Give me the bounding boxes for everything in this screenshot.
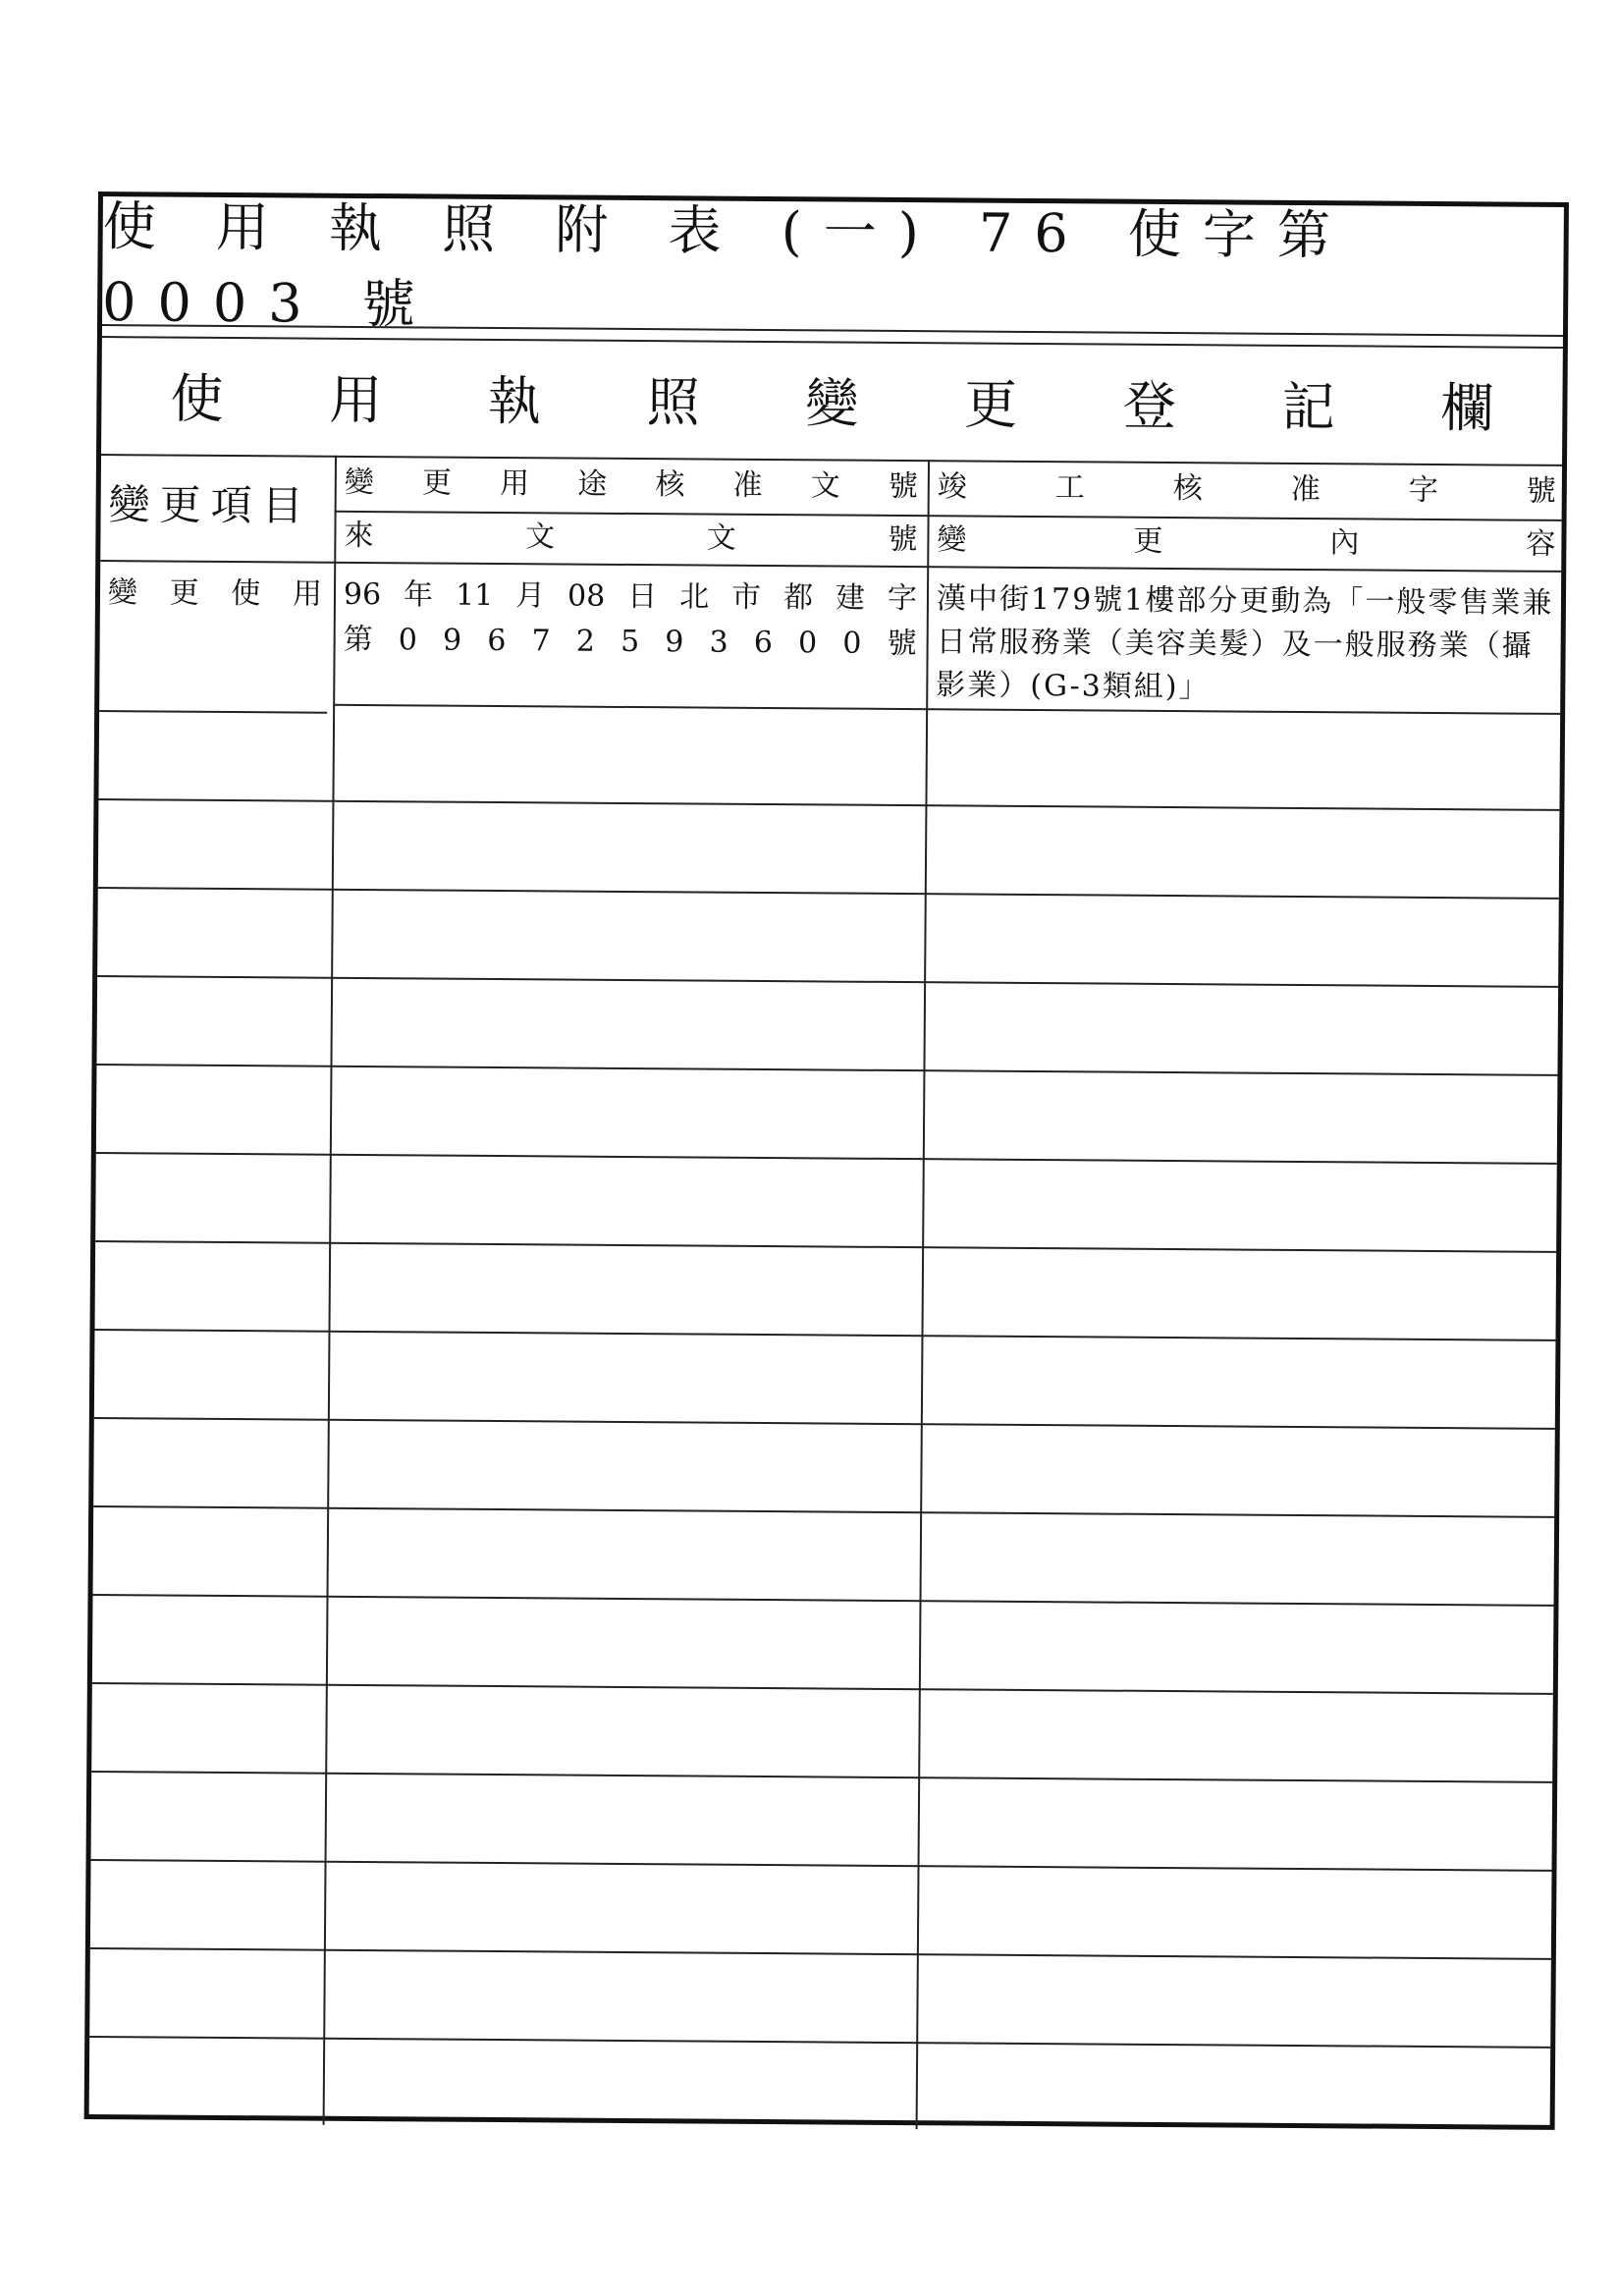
row-doc-char: 市: [730, 579, 762, 615]
section-title-char: 變: [805, 371, 859, 435]
header-char: 容: [1526, 526, 1556, 562]
row-doc-char: 0: [842, 626, 862, 661]
header-char: 竣: [937, 469, 967, 505]
row-doc-char: 北: [679, 579, 710, 615]
header-char: 准: [732, 467, 763, 503]
row-item-char: 用: [292, 576, 323, 612]
row-divider: [97, 975, 1558, 988]
row-doc-char: 建: [835, 580, 866, 616]
row-divider: [96, 1064, 1557, 1076]
header-char: 更: [421, 465, 453, 501]
section-title-char: 記: [1281, 375, 1335, 438]
header-letter-number: [344, 515, 917, 562]
row-doc-char: 08: [566, 578, 606, 614]
row-doc-char: 月: [515, 578, 546, 614]
row-divider: [92, 1682, 1553, 1695]
row-doc-char: 96: [343, 576, 382, 613]
row-divider: [94, 1329, 1555, 1341]
section-title-char: 更: [963, 372, 1018, 436]
row-doc-char: 5: [620, 624, 640, 660]
header-char: 核: [1172, 471, 1203, 507]
row-item-char: 變: [107, 575, 138, 611]
license-table: [84, 191, 1569, 2130]
section-title-char: 用: [328, 368, 383, 431]
row-divider: [90, 1947, 1551, 1960]
row-doc-char: 2: [575, 624, 596, 659]
row-divider: [93, 1505, 1554, 1518]
row-divider: [95, 1240, 1556, 1253]
row-doc-char: 第: [343, 622, 373, 658]
row-doc-char: 6: [753, 625, 774, 661]
section-title-char: 登: [1122, 374, 1177, 437]
row-divider: [89, 2036, 1550, 2049]
row-change-item: [108, 572, 322, 617]
row-divider: [93, 1594, 1554, 1607]
row-divider: [91, 1771, 1552, 1783]
header-char: 文: [706, 520, 736, 556]
row-divider: [98, 887, 1559, 900]
row-divider: [96, 1152, 1557, 1165]
document-title: 使 用 執 照 附 表 (一) 76 使字第 0003 號: [101, 195, 1353, 336]
header-change-content: [937, 519, 1555, 567]
header-char: 核: [655, 467, 685, 503]
row-divider: [94, 1417, 1555, 1430]
header-char: 號: [1526, 473, 1556, 509]
row-doc-char: 號: [887, 626, 917, 662]
header-char: 變: [344, 465, 374, 501]
row-doc-char: 3: [709, 625, 728, 660]
row-doc-char: 都: [782, 580, 814, 616]
row-document-line1: [344, 574, 917, 621]
header-approval-number: [345, 462, 918, 509]
header-char: 工: [1054, 470, 1085, 506]
section-title: [170, 340, 1494, 460]
header-char: 更: [1133, 523, 1163, 559]
row-doc-char: 9: [442, 623, 462, 658]
header-char: 用: [499, 466, 530, 502]
row-doc-char: 9: [665, 625, 684, 660]
section-title-char: 執: [487, 369, 542, 432]
header-completion-number: [938, 465, 1556, 514]
row-doc-char: 7: [531, 624, 551, 659]
row-doc-char: 0: [398, 623, 418, 658]
row-doc-char: 0: [797, 626, 818, 661]
section-title-char: 照: [646, 370, 700, 433]
header-char: 途: [577, 466, 608, 502]
header-char: 字: [1408, 472, 1438, 509]
row-item-char: 使: [231, 576, 261, 612]
header-char: 准: [1290, 471, 1321, 508]
header-char: 文: [524, 519, 556, 555]
header-char: 內: [1329, 525, 1360, 561]
row-doc-char: 11: [455, 577, 494, 613]
header-char: 來: [344, 518, 374, 554]
divider: [99, 710, 327, 714]
header-char: 文: [810, 468, 840, 504]
row-change-content: 漢中街179號1樓部分更動為「一般零售業兼日常服務業（美容美髮）及一般服務業（攝影業）(G-3類組)」: [936, 581, 1554, 705]
section-title-char: 使: [170, 367, 224, 430]
section-title-char: 欄: [1440, 376, 1494, 439]
row-divider: [98, 798, 1559, 811]
row-doc-char: 6: [487, 623, 507, 659]
row-document-line2: [343, 619, 916, 666]
row-doc-char: 日: [627, 578, 658, 615]
row-item-char: 更: [169, 575, 199, 611]
row-doc-char: 字: [887, 580, 918, 617]
header-change-item: 變更項目: [108, 480, 313, 530]
header-char: 號: [888, 468, 918, 505]
header-char: 號: [888, 521, 918, 558]
row-divider: [91, 1859, 1552, 1872]
header-char: 變: [937, 522, 967, 558]
row-doc-char: 年: [403, 577, 434, 613]
